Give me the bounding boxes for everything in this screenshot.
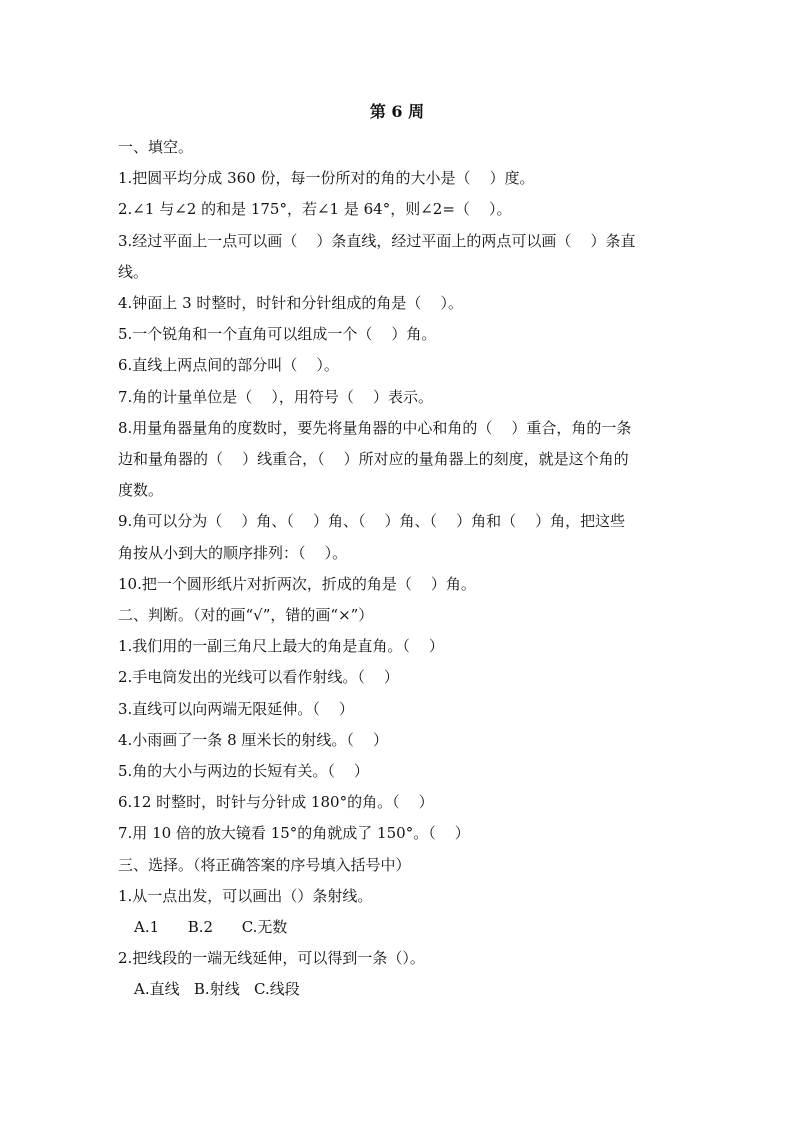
question-text: 线。 (118, 262, 149, 281)
page-title: 第 6 周 (369, 102, 425, 121)
question-text: 度数。 (118, 481, 164, 500)
question-text: 5.一个锐角和一个直角可以组成一个（ ）角。 (118, 325, 437, 344)
question-text: 边和量角器的（ ）线重合，（ ）所对应的量角器上的刻度，就是这个角的 (118, 450, 629, 469)
section-heading-multiple-choice: 三、选择。（将正确答案的序号填入括号中） (118, 855, 411, 874)
worksheet-content (118, 132, 682, 1006)
question-text: 4.钟面上 3 时整时，时针和分针组成的角是（ ）。 (118, 294, 463, 313)
question-text: 9.角可以分为（ ）角、（ ）角、（ ）角、（ ）角和（ ）角，把这些 (118, 512, 626, 531)
section-heading-fill-blank: 一、填空。 (118, 138, 194, 156)
question-text: 8.用量角器量角的度数时，要先将量角器的中心和角的（ ）重合，角的一条 (118, 418, 632, 437)
question-text: 5.角的大小与两边的长短有关。（ ） (118, 762, 369, 781)
question-text: 2.∠1 与∠2 的和是 175°，若∠1 是 64°，则∠2=（ ）。 (118, 200, 512, 219)
question-text: 6.直线上两点间的部分叫（ ）。 (118, 356, 339, 375)
section-heading-true-false: 二、判断。（对的画“√”，错的画“×”） (118, 606, 374, 625)
question-text: 1.把圆平均分成 360 份，每一份所对的角的大小是（ ）度。 (118, 169, 535, 188)
question-text: 7.用 10 倍的放大镜看 15°的角就成了 150°。（ ） (118, 824, 470, 843)
question-text: 角按从小到大的顺序排列：（ ）。 (118, 543, 348, 562)
question-text: 6.12 时整时，时针与分针成 180°的角。（ ） (118, 793, 434, 812)
question-text: 2.把线段的一端无线延伸，可以得到一条（）。 (118, 949, 425, 968)
answer-options: A.1 B.2 C.无数 (134, 918, 288, 937)
question-text: 10.把一个圆形纸片对折两次，折成的角是（ ）角。 (118, 574, 476, 593)
question-text: 3.经过平面上一点可以画（ ）条直线，经过平面上的两点可以画（ ）条直 (118, 231, 636, 250)
question-text: 4.小雨画了一条 8 厘米长的射线。（ ） (118, 730, 388, 749)
question-text: 2.手电筒发出的光线可以看作射线。（ ） (118, 668, 399, 687)
question-text: 1.我们用的一副三角尺上最大的角是直角。（ ） (118, 637, 444, 656)
question-text: 3.直线可以向两端无限延伸。（ ） (118, 699, 354, 718)
question-text: 1.从一点出发，可以画出（）条射线。 (118, 886, 373, 905)
answer-options: A.直线 B.射线 C.线段 (134, 980, 300, 999)
question-text: 7.角的计量单位是（ ），用符号（ ）表示。 (118, 387, 433, 406)
